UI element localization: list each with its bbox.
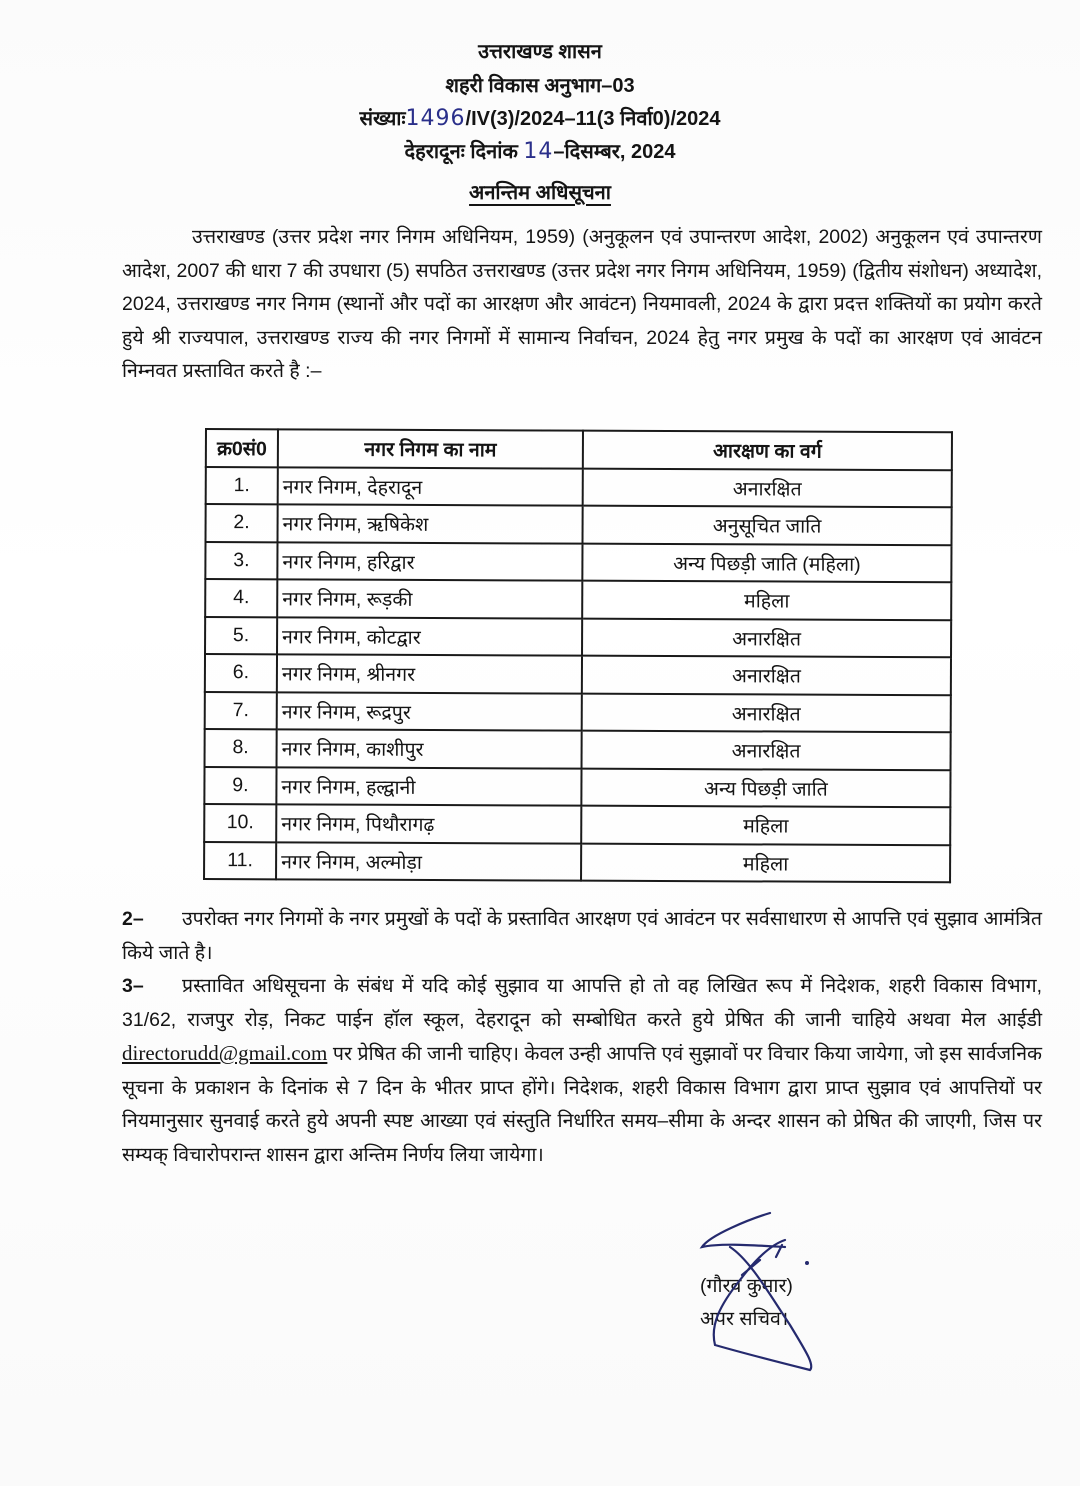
reservation-table [203,428,953,883]
reference-number-handwritten: 1496 [405,106,466,131]
serial-number: 9. [204,767,276,805]
corporation-name: नगर निगम, ऋषिकेश [278,504,583,543]
reservation-category: अनारक्षित [582,693,951,732]
serial-number: 7. [205,692,277,730]
paragraph-2-text: उपरोक्त नगर निगमों के नगर प्रमुखों के पदों के प्रस्तावित आरक्षण एवं आवंटन पर सर्वसाधारण से आपत्ति एवं सुझाव आमंत्रित किये जाते है। [122,908,1042,964]
corporation-name: नगर निगम, श्रीनगर [277,654,582,693]
reservation-category: महिला [581,806,950,845]
serial-number: 4. [205,579,277,617]
serial-number: 6. [205,654,277,692]
reference-number-prefix: संख्याः [359,108,406,130]
reservation-category: अनारक्षित [582,731,951,770]
corporation-name: नगर निगम, हरिद्वार [277,542,582,581]
serial-number: 8. [205,729,277,767]
intro-paragraph [122,221,1042,389]
table-row [204,842,950,883]
issue-date-handwritten: 14 [523,139,554,164]
table-header-row [206,429,952,470]
corporation-name: नगर निगम, हल्द्वानी [276,767,581,806]
reservation-category: अनारक्षित [583,468,952,507]
table-row [204,804,950,845]
table-row [204,767,950,808]
paragraph-2 [122,903,1042,970]
corporation-name: नगर निगम, रूद्रपुर [277,692,582,731]
department-name: शहरी विकास अनुभाग–03 [445,75,635,97]
corporation-name: नगर निगम, रूड़की [277,579,582,618]
paragraph-3 [122,970,1042,1172]
corporation-name: नगर निगम, देहरादून [278,467,583,506]
signature-dot [805,1261,809,1265]
table-row [205,542,951,583]
header-reservation-category: आरक्षण का वर्ग [583,431,952,470]
reference-number-suffix: /IV(3)/2024–11(3 निर्वा0)/2024 [465,108,721,130]
corporation-name: नगर निगम, काशीपुर [277,729,582,768]
serial-number: 5. [205,617,277,655]
reference-number [0,103,1080,135]
table-row [205,579,951,620]
corporation-name: नगर निगम, अल्मोड़ा [276,842,581,881]
header-corporation-name: नगर निगम का नाम [278,429,583,468]
reservation-category: अनारक्षित [582,656,951,695]
reservation-category: महिला [581,843,950,882]
reservation-category: अन्य पिछड़ी जाति (महिला) [582,543,951,582]
reservation-category: अन्य पिछड़ी जाति [581,768,950,807]
header-serial-number: क्र0सं0 [206,429,278,467]
issue-date-suffix: –दिसम्बर, 2024 [553,141,676,163]
table-row [205,654,951,695]
table-row [206,467,952,508]
paragraph-2-number: 2– [122,908,144,930]
serial-number: 1. [206,467,278,505]
government-name: उत्तराखण्ड शासन [478,41,602,63]
signatory-name: (गौरव कुमार) [700,1275,793,1297]
intro-paragraph-text: उत्तराखण्ड (उत्तर प्रदेश नगर निगम अधिनियम, 1959) (अनुकूलन एवं उपान्तरण आदेश, 2002) अनुकूलन एवं उपान्तरण आदेश, 2007 की धारा 7 की उपधारा (5) सपठित उत्तराखण्ड (उत्तर प्रदेश नगर निगम अधिनियम, 1959) (द्वितीय संशोधन) अध्यादेश, 2024, उत्तराखण्ड नगर निगम (स्थानों और पदों का आरक्षण और आवंटन) नियमावली, 2024 के द्वारा प्रदत्त शक्तियों का प्रयोग करते हुये श्री राज्यपाल, उत्तराखण्ड राज्य की नगर निगमों में सामान्य निर्वाचन, 2024 हेतु नगर प्रमुख के पदों का आरक्षण एवं आवंटन निम्नवत प्रस्तावित करते है :– [122,226,1042,382]
reservation-category: अनुसूचित जाति [583,506,952,545]
table-row [206,504,952,545]
serial-number: 11. [204,842,276,880]
serial-number: 10. [204,804,276,842]
corporation-name: नगर निगम, पिथौरागढ़ [276,804,581,843]
serial-number: 2. [206,504,278,542]
signatory-designation: अपर सचिव। [700,1308,789,1330]
table-row [205,692,951,733]
serial-number: 3. [205,542,277,580]
contact-email-link[interactable]: directorudd@gmail.com [122,1041,328,1065]
issue-date-prefix: देहरादूनः दिनांक [404,141,524,163]
document-title: अनन्तिम अधिसूचना [469,182,611,204]
issue-date [0,136,1080,168]
reservation-category: महिला [582,581,951,620]
handwritten-signature [690,1205,880,1375]
signature-stroke [702,1213,811,1370]
paragraph-3-text-end: पर प्रेषित की जानी चाहिए। केवल उन्ही आपत्ति एवं सुझावों पर विचार किया जायेगा, जो इस सार्वजनिक सूचना के प्रकाशन के दिनांक से 7 दिन के भीतर प्राप्त होंगे। निदेशक, शहरी विकास विभाग द्वारा प्राप्त सुझाव एवं आपत्तियों पर नियमानुसार सुनवाई करते हुये अपनी स्पष्ट आख्या एवं संस्तुति निर्धारित समय–सीमा के अन्दर शासन को प्रेषित की जाएगी, जिस पर सम्यक् विचारोपरान्त शासन द्वारा अन्तिम निर्णय लिया जायेगा। [122,1043,1042,1166]
table-row [205,729,951,770]
corporation-name: नगर निगम, कोटद्वार [277,617,582,656]
table-row [205,617,951,658]
paragraph-3-number: 3– [122,975,144,997]
reservation-category: अनारक्षित [582,618,951,657]
paragraph-3-text-start: प्रस्तावित अधिसूचना के संबंध में यदि कोई सुझाव या आपत्ति हो तो वह लिखित रूप में निदेशक, शहरी विकास विभाग, 31/62, राजपुर रोड़, निकट पाईन हॉल स्कूल, देहरादून को सम्बोधित करते हुये प्रेषित की जानी चाहिये अथवा मेल आईडी [122,975,1042,1031]
